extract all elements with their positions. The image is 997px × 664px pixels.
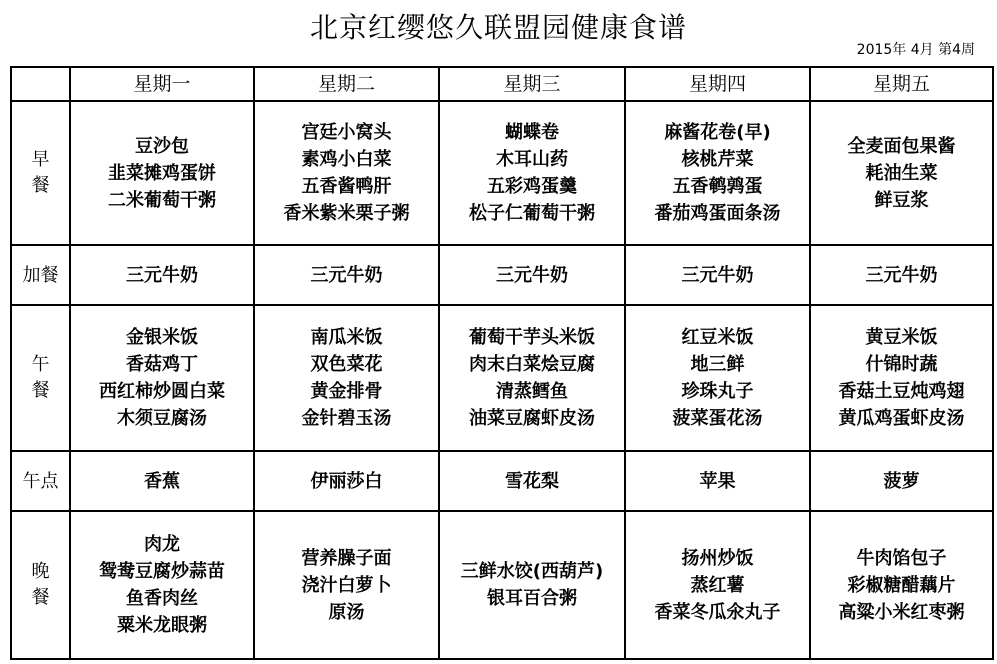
dish-item: 黄瓜鸡蛋虾皮汤 (838, 408, 965, 429)
dish-item: 南瓜米饭 (310, 327, 383, 348)
corner-cell (11, 67, 70, 101)
dish-item: 肉龙 (144, 534, 180, 555)
dish-item: 彩椒糖醋藕片 (847, 574, 956, 596)
dish-item: 菠萝 (883, 470, 920, 492)
menu-cell (70, 245, 254, 305)
dish-item: 全麦面包果酱 (847, 135, 956, 157)
dish-item: 五香鹌鹑蛋 (672, 176, 763, 197)
menu-cell (70, 101, 254, 245)
dish-item: 珍珠丸子 (681, 381, 754, 402)
menu-cell (254, 245, 439, 305)
meal-label-text: 早 (31, 149, 50, 170)
menu-cell (810, 511, 993, 659)
dish-item: 豆沙包 (135, 135, 189, 157)
menu-cell (254, 451, 439, 511)
menu-cell (810, 305, 993, 451)
dish-item: 三元牛奶 (310, 264, 383, 286)
menu-cell (810, 101, 993, 245)
dish-item: 韭菜摊鸡蛋饼 (108, 162, 216, 184)
dish-item: 西红柿炒圆白菜 (99, 381, 225, 402)
dish-item: 香菇土豆炖鸡翅 (838, 381, 965, 402)
menu-cell (625, 245, 810, 305)
menu-cell (254, 511, 439, 659)
menu-cell (439, 101, 625, 245)
menu-cell (625, 511, 810, 659)
dish-item: 黄豆米饭 (865, 327, 938, 348)
menu-cell (810, 245, 993, 305)
dish-item: 什锦时蔬 (865, 354, 938, 375)
menu-cell (70, 305, 254, 451)
meal-label-text: 晚 (31, 561, 50, 582)
dish-item: 肉末白菜烩豆腐 (469, 354, 595, 375)
menu-cell (254, 101, 439, 245)
day-header-mon: 星期一 (70, 67, 254, 101)
dish-item: 木须豆腐汤 (117, 408, 207, 429)
dish-item: 三元牛奶 (865, 264, 938, 286)
dish-item: 油菜豆腐虾皮汤 (469, 408, 595, 429)
meal-label (11, 101, 70, 245)
dish-item: 麻酱花卷(早) (664, 122, 771, 143)
dish-item: 金针碧玉汤 (301, 408, 392, 429)
dish-item: 三鲜水饺(西葫芦) (460, 561, 604, 582)
menu-cell (439, 511, 625, 659)
dish-item: 雪花梨 (505, 470, 559, 492)
dish-item: 耗油生菜 (865, 162, 938, 184)
dish-item: 高粱小米红枣粥 (838, 601, 965, 623)
dish-item: 双色菜花 (310, 354, 383, 375)
menu-cell (625, 101, 810, 245)
dish-item: 蝴蝶卷 (505, 122, 559, 143)
day-header-fri: 星期五 (810, 67, 993, 101)
dish-item: 鲜豆浆 (874, 189, 929, 211)
dish-item: 三元牛奶 (681, 264, 754, 286)
dish-item: 香菜冬瓜氽丸子 (654, 601, 781, 623)
dish-item: 素鸡小白菜 (301, 149, 392, 170)
meal-label-text: 加餐 (22, 264, 59, 286)
dish-item: 蒸红薯 (690, 574, 745, 596)
dish-item: 核桃芹菜 (681, 149, 754, 170)
meal-label-text: 午 (31, 354, 50, 375)
day-header-wed: 星期三 (439, 67, 625, 101)
dish-item: 清蒸鳕鱼 (496, 381, 568, 402)
dish-item: 香蕉 (144, 470, 180, 492)
dish-item: 红豆米饭 (681, 327, 754, 348)
page-title: 北京红缨悠久联盟园健康食谱 (309, 11, 687, 44)
dish-item: 伊丽莎白 (310, 470, 383, 492)
dish-item: 鱼香肉丝 (126, 588, 198, 609)
meal-row-dinner (11, 511, 993, 659)
dish-item: 五香酱鸭肝 (301, 176, 392, 197)
dish-item: 黄金排骨 (310, 381, 383, 402)
menu-cell (625, 305, 810, 451)
menu-cell (439, 305, 625, 451)
menu-cell (810, 451, 993, 511)
dish-item: 银耳百合粥 (487, 588, 577, 609)
menu-cell (439, 451, 625, 511)
dish-item: 三元牛奶 (496, 264, 568, 286)
dish-item: 松子仁葡萄干粥 (469, 203, 595, 224)
meal-row-afternoon-snack (11, 451, 993, 511)
meal-label (11, 451, 70, 511)
meal-row-snack (11, 245, 993, 305)
dish-item: 原汤 (328, 601, 365, 623)
menu-cell (70, 451, 254, 511)
dish-item: 香米紫米栗子粥 (283, 203, 410, 224)
day-header-thu: 星期四 (625, 67, 810, 101)
dish-item: 粟米龙眼粥 (117, 615, 207, 636)
dish-item: 营养臊子面 (301, 547, 392, 569)
dish-item: 鸳鸯豆腐炒蒜苗 (99, 561, 225, 582)
dish-item: 扬州炒饭 (681, 547, 754, 569)
dish-item: 苹果 (699, 470, 736, 492)
dish-item: 菠菜蛋花汤 (672, 408, 763, 429)
meal-label-text: 午点 (22, 470, 59, 492)
dish-item: 牛肉馅包子 (856, 547, 947, 569)
menu-cell (70, 511, 254, 659)
dish-item: 香菇鸡丁 (126, 354, 198, 375)
menu-cell (439, 245, 625, 305)
menu-cell (254, 305, 439, 451)
meal-label (11, 305, 70, 451)
header-row (11, 67, 993, 101)
dish-item: 三元牛奶 (126, 264, 198, 286)
dish-item: 五彩鸡蛋羹 (487, 176, 577, 197)
dish-item: 木耳山药 (496, 149, 568, 170)
dish-item: 浇汁白萝卜 (301, 574, 392, 596)
meal-label (11, 511, 70, 659)
day-header-tue: 星期二 (254, 67, 439, 101)
dish-item: 地三鲜 (690, 354, 745, 375)
dish-item: 宫廷小窝头 (301, 122, 392, 143)
menu-cell (625, 451, 810, 511)
dish-item: 金银米饭 (126, 327, 198, 348)
meal-label-text: 餐 (31, 380, 50, 401)
meal-row-lunch (11, 305, 993, 451)
meal-label-text: 餐 (31, 587, 50, 608)
date-label: 2015年 4月 第4周 (856, 42, 975, 58)
dish-item: 二米葡萄干粥 (108, 189, 216, 211)
meal-row-breakfast (11, 101, 993, 245)
dish-item: 葡萄干芋头米饭 (469, 327, 595, 348)
meal-label (11, 245, 70, 305)
dish-item: 番茄鸡蛋面条汤 (654, 203, 781, 224)
meal-label-text: 餐 (31, 175, 50, 196)
menu-table (10, 66, 994, 660)
